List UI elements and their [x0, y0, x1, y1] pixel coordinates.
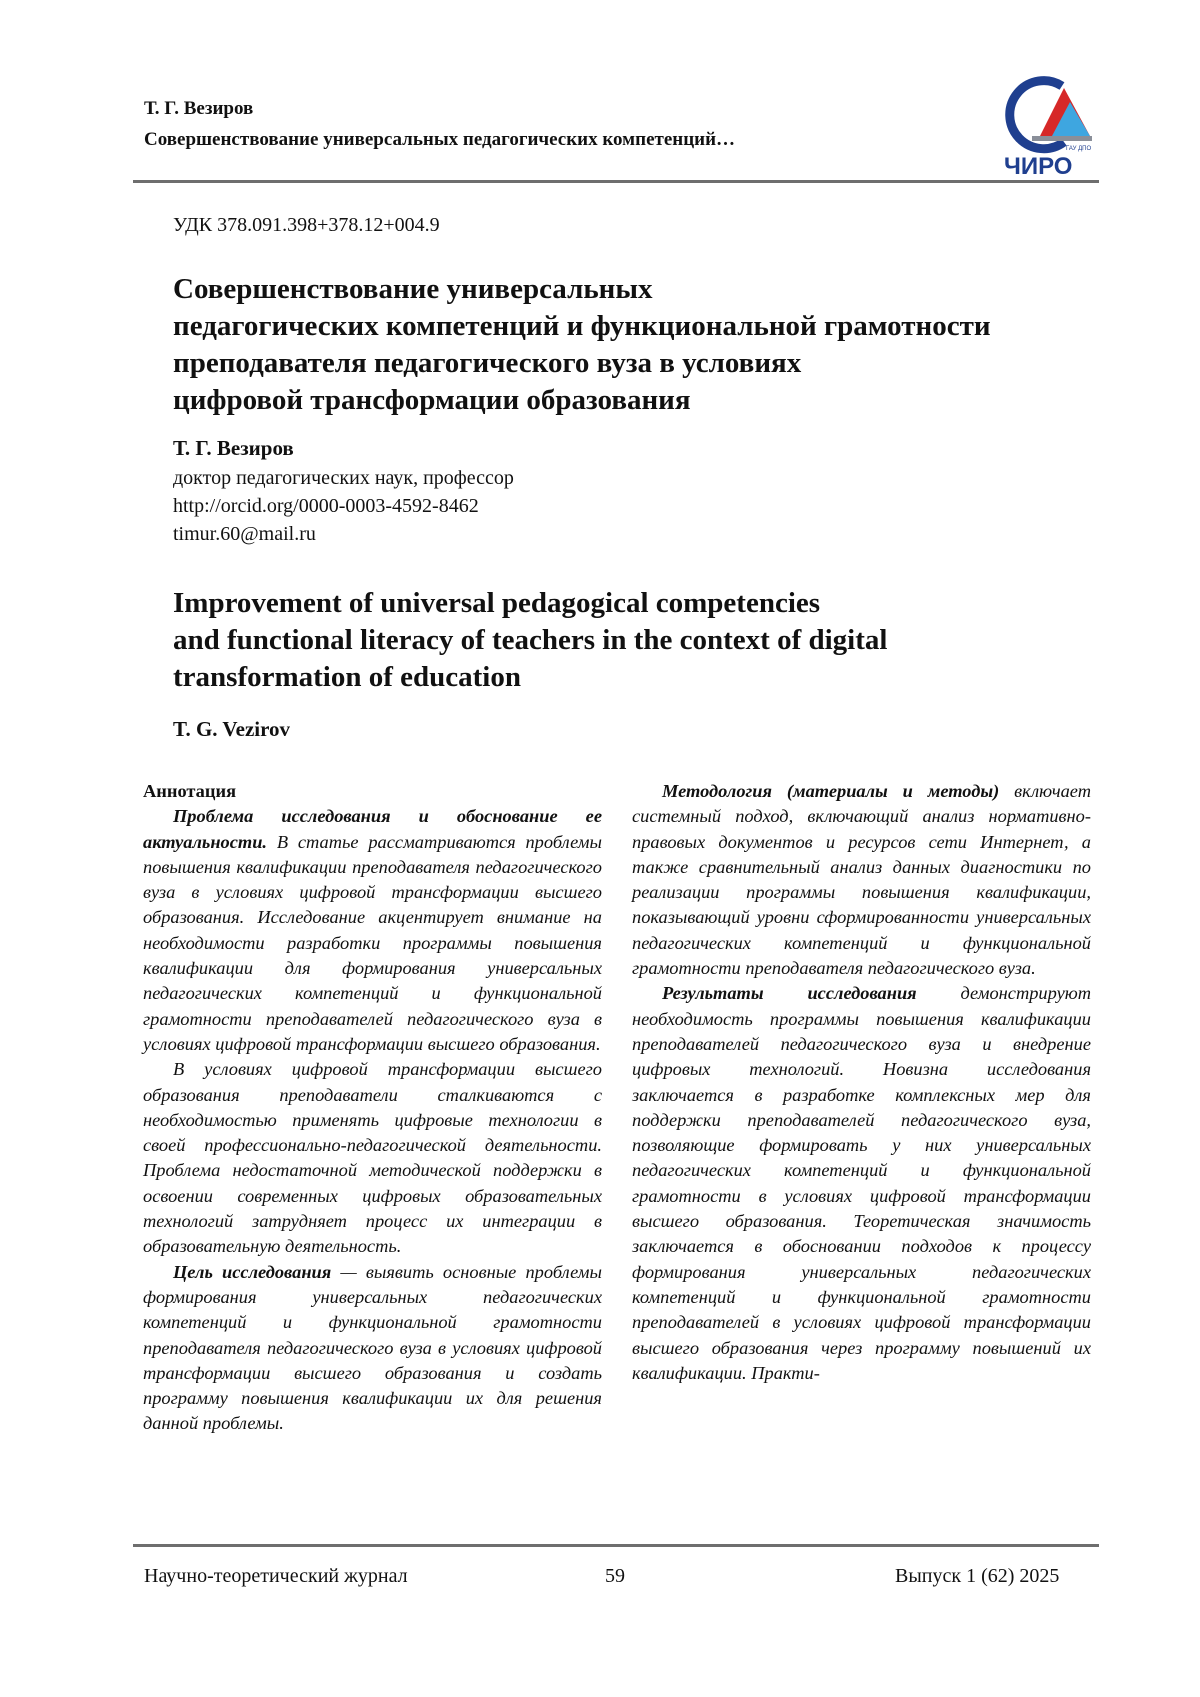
article-title-en [173, 585, 1133, 696]
title-ru-line: цифровой трансформации образования [173, 384, 691, 416]
author-name: Т. Г. Везиров [173, 436, 294, 460]
author-info [173, 464, 514, 548]
title-ru-line: преподавателя педагогического вуза в условиях [173, 347, 802, 379]
logo-small-text: ГАУ ДПО [1066, 146, 1092, 152]
paragraph-text: включает системный подход, включающий анализ нормативно-правовых документов и ресурсов сети Интернет, а также сравнительный анализ данных диагностики по реализации программы повышения квалификации, показывающий уровни сформированности универсальных педагогических компетенций и функциональной грамотности преподавателя педагогического вуза. [632, 781, 1091, 979]
paragraph-text: демонстрируют необходимость программы повышения квалификации преподавателей педагогического вуза и внедрение цифровых технологий. Новизна исследования заключается в разработке комплексных мер для поддержки преподавателей педагогического вуза, позволяющие формировать у них универсальных педагогических компетенций и функциональной грамотности в условиях цифровой трансформации высшего образования. Теоретическая значимость заключается в обосновании подходов к процессу формирования универсальных педагогических компетенций и функциональной грамотности преподавателей в условиях цифровой трансформации высшего образования через программу повышений их квалификации. Практи- [632, 983, 1091, 1383]
paragraph-text: В статье рассматриваются проблемы повышения квалификации преподавателя педагогического вуза в условиях цифровой трансформации высшего образования. Исследование акцентирует внимание на необходимости разработки программы повышения квалификации для формирования универсальных педагогических компетенций и функциональной грамотности преподавателей педагогического вуза в условиях цифровой трансформации высшего образования. [143, 831, 602, 1054]
abstract-paragraph-results [632, 981, 1091, 1386]
author-email-link[interactable]: timur.60@mail.ru [173, 523, 316, 545]
paragraph-lead: Методология (материалы и методы) [662, 781, 1000, 801]
abstract-paragraph-problem [143, 804, 602, 1057]
abstract-column-left [143, 779, 602, 1437]
logo-text: ЧИРО [1004, 153, 1073, 180]
abstract-heading: Аннотация [143, 781, 237, 801]
paragraph-lead: Цель исследования [173, 1261, 332, 1282]
author-orcid-link[interactable]: http://orcid.org/0000-0003-4592-8462 [173, 495, 479, 517]
title-en-line: transformation of education [173, 661, 521, 693]
running-head-author: Т. Г. Везиров [144, 98, 254, 119]
abstract-paragraph-goal [143, 1260, 602, 1437]
chiro-logo [1002, 74, 1098, 180]
footer-journal: Научно-теоретический журнал [144, 1565, 408, 1587]
author-name-en: T. G. Vezirov [173, 717, 291, 741]
paragraph-lead: Результаты исследования [662, 983, 917, 1004]
header-rule [133, 180, 1099, 183]
article-title-ru [173, 271, 1133, 419]
udk-code: УДК 378.091.398+378.12+004.9 [173, 214, 440, 236]
abstract-paragraph-methodology [632, 779, 1091, 981]
title-en-line: and functional literacy of teachers in the context of digital [173, 624, 888, 656]
abstract-column-right [632, 779, 1091, 1386]
chiro-logo-graphic [1002, 74, 1098, 180]
footer-page-number: 59 [605, 1565, 625, 1587]
title-en-line: Improvement of universal pedagogical competencies [173, 587, 821, 619]
abstract-paragraph-context [143, 1057, 602, 1259]
paragraph-text: В условиях цифровой трансформации высшего образования преподаватели сталкиваются с необходимостью применять цифровые технологии в своей профессионально-педагогической деятельности. Проблема недостаточной методической поддержки в освоении современных цифровых образовательных технологий затрудняет процесс их интеграции в образовательную деятельность. [143, 1059, 602, 1257]
footer-rule [133, 1544, 1099, 1547]
paragraph-text: — выявить основные проблемы формирования универсальных педагогических компетенций и функциональной грамотности преподавателя педагогического вуза в условиях цифровой трансформации высшего образования и создать программу повышения квалификации их для решения данной проблемы. [143, 1261, 602, 1434]
footer-issue: Выпуск 1 (62) 2025 [895, 1565, 1060, 1587]
paragraph-lead: Проблема исследования и обоснование ее актуальности. [143, 806, 602, 852]
author-degree: доктор педагогических наук, профессор [173, 467, 514, 489]
title-ru-line: педагогических компетенций и функциональной грамотности [173, 310, 991, 342]
running-head-title: Совершенствование универсальных педагогических компетенций… [144, 129, 736, 150]
title-ru-line: Совершенствование универсальных [173, 273, 653, 305]
